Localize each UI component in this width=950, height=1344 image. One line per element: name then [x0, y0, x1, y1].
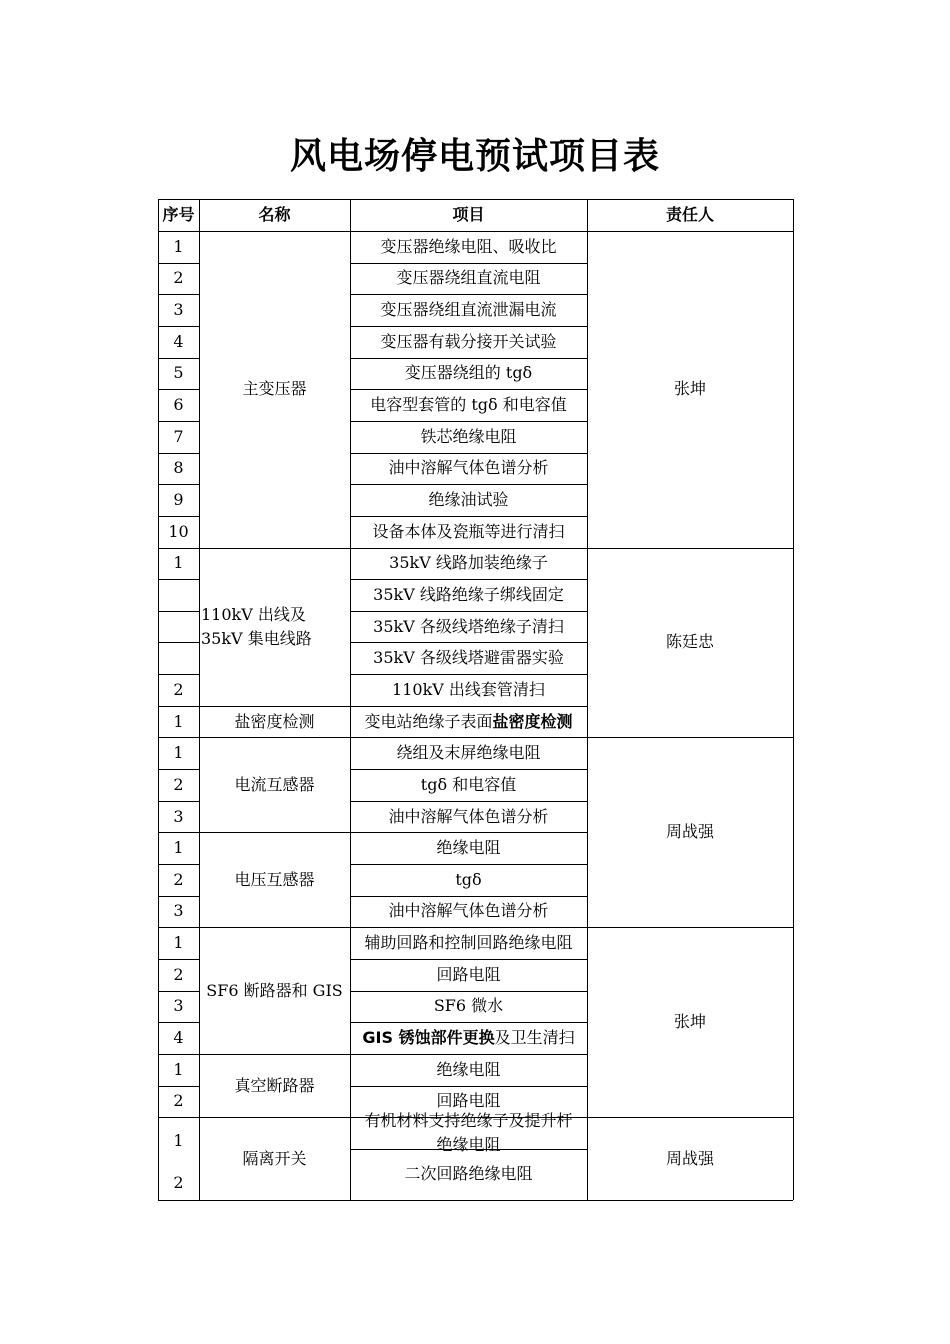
- line-seq: [158, 579, 199, 611]
- line-seq: 1: [173, 553, 184, 573]
- line-seq: [158, 642, 199, 674]
- ct-item: 绕组及末屏绝缘电阻: [396, 743, 541, 763]
- vt-seq: 2: [173, 869, 184, 889]
- sf6-item: SF6 微水: [433, 996, 504, 1016]
- isolator-item: 有机材料支持绝缘子及提升杆绝缘电阻: [364, 1111, 573, 1155]
- sf6-seq: 2: [173, 964, 184, 984]
- ct-item: tgδ 和电容值: [420, 774, 517, 794]
- sf6-seq: 1: [173, 933, 184, 953]
- transformer-seq: 9: [173, 490, 184, 509]
- line-item: 35kV 线路加装绝缘子: [389, 553, 548, 573]
- vt-seq: 3: [173, 901, 184, 921]
- salt-item-bold: 盐密度检测: [492, 711, 573, 731]
- transformer-item: 铁芯绝缘电阻: [420, 426, 517, 446]
- transformer-person: 张坤: [673, 379, 706, 399]
- sf6-item4-bold: GIS 锈蚀部件更换: [362, 1028, 495, 1048]
- transformer-item: 绝缘油试验: [428, 490, 509, 509]
- vt-item: 绝缘电阻: [436, 838, 501, 858]
- isolator-seq: 2: [173, 1172, 184, 1192]
- salt-name: 盐密度检测: [234, 711, 315, 731]
- transformer-seq: 4: [173, 331, 184, 351]
- sf6-name: SF6 断路器和 GIS: [206, 980, 343, 1000]
- line-item: 35kV 各级线塔绝缘子清扫: [373, 616, 564, 636]
- line-item: 35kV 各级线塔避雷器实验: [373, 648, 564, 668]
- vacuum-item: 回路电阻: [436, 1091, 501, 1111]
- transformer-seq: 5: [173, 363, 184, 383]
- header-person: 责任人: [665, 205, 714, 224]
- isolator-person: 周战强: [665, 1148, 714, 1168]
- transformer-seq: 2: [173, 268, 184, 288]
- vt-item: tgδ: [455, 869, 482, 889]
- transformer-name: 主变压器: [242, 379, 307, 399]
- salt-item-plain: 变电站绝缘子表面: [364, 711, 493, 731]
- breaker-person: 张坤: [673, 1012, 706, 1032]
- transformer-seq: 1: [173, 236, 184, 256]
- transformer-item: 设备本体及瓷瓶等进行清扫: [372, 521, 565, 541]
- transformer-item: 变压器绝缘电阻、吸收比: [380, 236, 557, 256]
- transformer-item: 电容型套管的 tgδ 和电容值: [370, 395, 567, 415]
- line-person: 陈廷忠: [665, 632, 714, 652]
- sf6-item: 回路电阻: [436, 964, 501, 984]
- header-seq: 序号: [162, 205, 195, 224]
- isolator-seq: 1: [173, 1131, 184, 1151]
- transformer-seq: 8: [173, 458, 184, 478]
- sf6-item4-plain: 及卫生清扫: [494, 1028, 575, 1048]
- transformer-seq: 10: [168, 521, 189, 541]
- header-name: 名称: [258, 205, 291, 224]
- isolator-item: 二次回路绝缘电阻: [404, 1164, 533, 1184]
- line-item: 35kV 线路绝缘子绑线固定: [373, 584, 564, 604]
- transformer-item: 变压器有载分接开关试验: [380, 331, 557, 351]
- sf6-seq: 4: [173, 1028, 184, 1048]
- ct-name: 电流互感器: [234, 774, 315, 794]
- ct-seq: 1: [173, 743, 184, 763]
- vacuum-seq: 2: [173, 1091, 184, 1111]
- transformer-item: 油中溶解气体色谱分析: [388, 458, 549, 478]
- vt-item: 油中溶解气体色谱分析: [388, 901, 549, 921]
- transformer-item: 变压器绕组直流电阻: [396, 268, 541, 288]
- ct-vt-person: 周战强: [665, 822, 714, 842]
- sf6-seq: 3: [173, 996, 184, 1016]
- vacuum-item: 绝缘电阻: [436, 1059, 501, 1079]
- sf6-item: 辅助回路和控制回路绝缘电阻: [364, 933, 573, 953]
- vt-seq: 1: [173, 838, 184, 858]
- transformer-item: 变压器绕组直流泄漏电流: [380, 300, 557, 320]
- page-title: 风电场停电预试项目表: [289, 135, 660, 177]
- line-name: 110kV 出线及 35kV 集电线路: [201, 604, 312, 648]
- header-item: 项目: [452, 205, 485, 224]
- ct-seq: 2: [173, 774, 184, 794]
- transformer-seq: 6: [173, 395, 184, 415]
- transformer-seq: 7: [173, 426, 184, 446]
- line-seq: 2: [173, 679, 184, 699]
- transformer-seq: 3: [173, 300, 184, 320]
- vt-name: 电压互感器: [234, 869, 315, 889]
- vacuum-name: 真空断路器: [234, 1075, 315, 1095]
- ct-item: 油中溶解气体色谱分析: [388, 806, 549, 826]
- salt-item: [350, 706, 587, 738]
- salt-seq: 1: [173, 711, 184, 731]
- line-seq: [158, 611, 199, 643]
- isolator-name: 隔离开关: [242, 1148, 307, 1168]
- vacuum-seq: 1: [173, 1059, 184, 1079]
- ct-seq: 3: [173, 806, 184, 826]
- line-item: 110kV 出线套管清扫: [392, 679, 545, 699]
- sf6-item: [350, 1022, 587, 1054]
- transformer-item: 变压器绕组的 tgδ: [404, 363, 533, 383]
